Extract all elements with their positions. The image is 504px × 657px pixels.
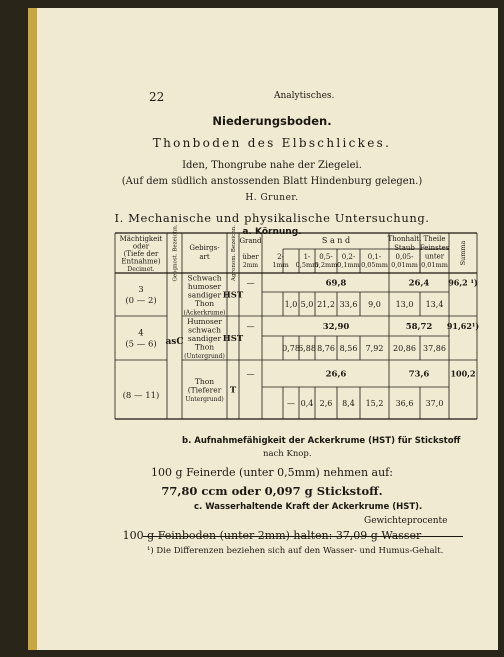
row-clay-total: 26,4 xyxy=(408,278,430,289)
row-detail-value: 33,6 xyxy=(339,300,358,309)
row-detail-value: 5,0 xyxy=(300,300,314,309)
header-fine-label: 0,01mm xyxy=(421,261,448,269)
section-heading-b: b. Aufnahmefähigkeit der Ackerkrume (HST) für Stickstoff xyxy=(182,436,461,446)
header-fine-label: Feinstes xyxy=(419,244,450,252)
row-gravel: — xyxy=(246,278,255,288)
header-depth-label: Entnahme) xyxy=(121,257,161,266)
book-page xyxy=(28,8,498,650)
row-detail-value: 36,6 xyxy=(395,399,414,408)
row-detail-value: 8,76 xyxy=(317,344,335,353)
row-rock-type: Untergrund) xyxy=(185,395,224,403)
row-depth: (0 — 2) xyxy=(125,296,157,306)
row-agro-symbol: T xyxy=(229,385,237,396)
row-rock-type: Thon xyxy=(194,377,215,387)
row-rock-type: Thon xyxy=(194,298,215,308)
row-sand-total: 26,6 xyxy=(325,369,347,380)
row-rock-type: sandiger xyxy=(187,334,222,343)
section-heading-a: a. Körnung. xyxy=(242,227,302,237)
row-clay-total: 73,6 xyxy=(408,369,430,380)
header-sand-fraction: 1mm xyxy=(272,261,289,269)
header-gravel-label: 2mm xyxy=(242,262,259,269)
row-gravel: — xyxy=(246,369,255,379)
row-sand-total: 32,90 xyxy=(322,322,350,332)
page-number: 22 xyxy=(149,90,165,104)
header-clay-label: Staub xyxy=(394,244,415,252)
row-rock-type: humoser xyxy=(187,282,222,292)
location-line-2: (Auf dem südlich anstossenden Blatt Hindenburg gelegen.) xyxy=(121,176,423,187)
header-sand-fraction: 0,1mm xyxy=(337,261,360,269)
header-sand-fraction: 0,2- xyxy=(341,253,356,261)
header-depth-label: (Tiefe der xyxy=(123,250,159,258)
header-rock-label: art xyxy=(199,253,210,261)
header-agro-label: Agronom. Bezeichn. xyxy=(231,224,237,282)
section-heading-I: I. Mechanische und physikalische Untersuchung. xyxy=(114,211,430,225)
row-agro-symbol: HST xyxy=(222,290,244,301)
row-rock-type: (Untergrund) xyxy=(184,352,225,360)
row-detail-value: 6,88 xyxy=(298,344,316,353)
header-sand-label: S a n d xyxy=(321,236,351,245)
row-detail-value: 2,6 xyxy=(319,399,333,408)
header-sand-fraction: 1- xyxy=(303,253,311,261)
header-sand-fraction: 0,5- xyxy=(319,253,333,261)
soil-subtitle: Thonboden des Elbschlickes. xyxy=(152,136,392,150)
row-depth: 4 xyxy=(138,328,144,339)
header-depth-label: oder xyxy=(132,242,150,251)
row-detail-value: 8,4 xyxy=(342,399,355,408)
row-detail-value: 7,92 xyxy=(365,344,384,353)
row-detail-value: 21,2 xyxy=(317,300,335,309)
row-detail-value: — xyxy=(287,399,295,408)
row-sum: 96,2 ¹) xyxy=(448,277,478,288)
row-depth: 3 xyxy=(138,285,144,295)
header-sum-label: Summa xyxy=(459,240,467,266)
row-rock-type: (Ackerkrume) xyxy=(183,309,226,317)
row-rock-type: sandiger xyxy=(187,290,222,300)
section-b-author: nach Knop. xyxy=(263,449,312,459)
row-depth: (5 — 6) xyxy=(125,339,157,350)
header-clay-label: 0,05- xyxy=(395,253,414,261)
running-title: Analytisches. xyxy=(274,91,335,101)
header-clay-label: Theile xyxy=(423,235,446,243)
row-detail-value: 15,2 xyxy=(365,399,384,408)
header-clay-label: Thonhalt. xyxy=(387,235,422,243)
geol-symbol: asC xyxy=(165,337,184,347)
header-fine-label: unter xyxy=(424,252,445,261)
water-capacity-line: 100 g Feinboden (unter 2mm) halten: 37,09 g Wasser xyxy=(122,529,422,542)
nitrogen-line-1: 100 g Feinerde (unter 0,5mm) nehmen auf: xyxy=(151,466,393,479)
footnote-rule xyxy=(143,536,463,537)
author-line: H. Gruner. xyxy=(245,193,299,203)
page-title: Niederungsboden. xyxy=(212,114,332,128)
header-gravel-label: über xyxy=(242,253,259,261)
row-detail-value: 13,0 xyxy=(395,300,414,309)
row-sum: 91,62¹) xyxy=(446,321,480,331)
row-detail-value: 20,86 xyxy=(393,344,416,353)
row-detail-value: 37,0 xyxy=(425,399,444,408)
row-rock-type: schwach xyxy=(188,325,221,335)
header-clay-label: 0,01mm xyxy=(391,261,418,269)
row-gravel: — xyxy=(246,322,255,331)
header-rock-label: Gebirgs- xyxy=(189,244,220,252)
row-detail-value: 0,78 xyxy=(282,344,300,353)
location-line-1: Iden, Thongrube nahe der Ziegelei. xyxy=(182,160,362,171)
row-detail-value: 1,0 xyxy=(284,300,298,309)
row-detail-value: 0,4 xyxy=(300,399,314,408)
header-sand-fraction: 0,5mm xyxy=(295,261,319,269)
weight-percent-label: Gewichteprocente xyxy=(364,516,448,526)
row-depth: (8 — 11) xyxy=(122,391,160,401)
header-gravel-label: Grand xyxy=(239,237,262,245)
header-geol-label: Geognost. Bezeichn. xyxy=(172,224,179,282)
row-detail-value: 9,0 xyxy=(368,300,381,309)
header-depth-label: Mächtigkeit xyxy=(119,235,163,243)
row-rock-type: Thon xyxy=(194,342,215,352)
header-depth-label: Decimet. xyxy=(127,266,155,273)
row-clay-total: 58,72 xyxy=(405,322,433,332)
row-detail-value: 8,56 xyxy=(339,344,358,353)
row-rock-type: Humoser xyxy=(187,317,222,327)
nitrogen-line-2: 77,80 ccm oder 0,097 g Stickstoff. xyxy=(161,484,383,498)
header-sand-fraction: 0,05mm xyxy=(361,261,388,269)
row-detail-value: 13,4 xyxy=(425,300,444,309)
row-rock-type: (Tieferer xyxy=(187,385,222,395)
row-rock-type: Schwach xyxy=(187,273,222,283)
header-sand-fraction: 0,1- xyxy=(367,253,382,261)
row-agro-symbol: HST xyxy=(222,334,244,344)
row-sum: 100,2 xyxy=(450,368,476,379)
footnote: ¹) Die Differenzen beziehen sich auf den Wasser- und Humus-Gehalt. xyxy=(147,546,444,556)
header-sand-fraction: 2- xyxy=(277,253,284,261)
row-detail-value: 37,86 xyxy=(423,344,446,353)
section-heading-c: c. Wasserhaltende Kraft der Ackerkrume (HST). xyxy=(194,502,423,512)
header-sand-fraction: 0,2mm xyxy=(314,261,338,269)
row-sand-total: 69,8 xyxy=(325,278,347,289)
